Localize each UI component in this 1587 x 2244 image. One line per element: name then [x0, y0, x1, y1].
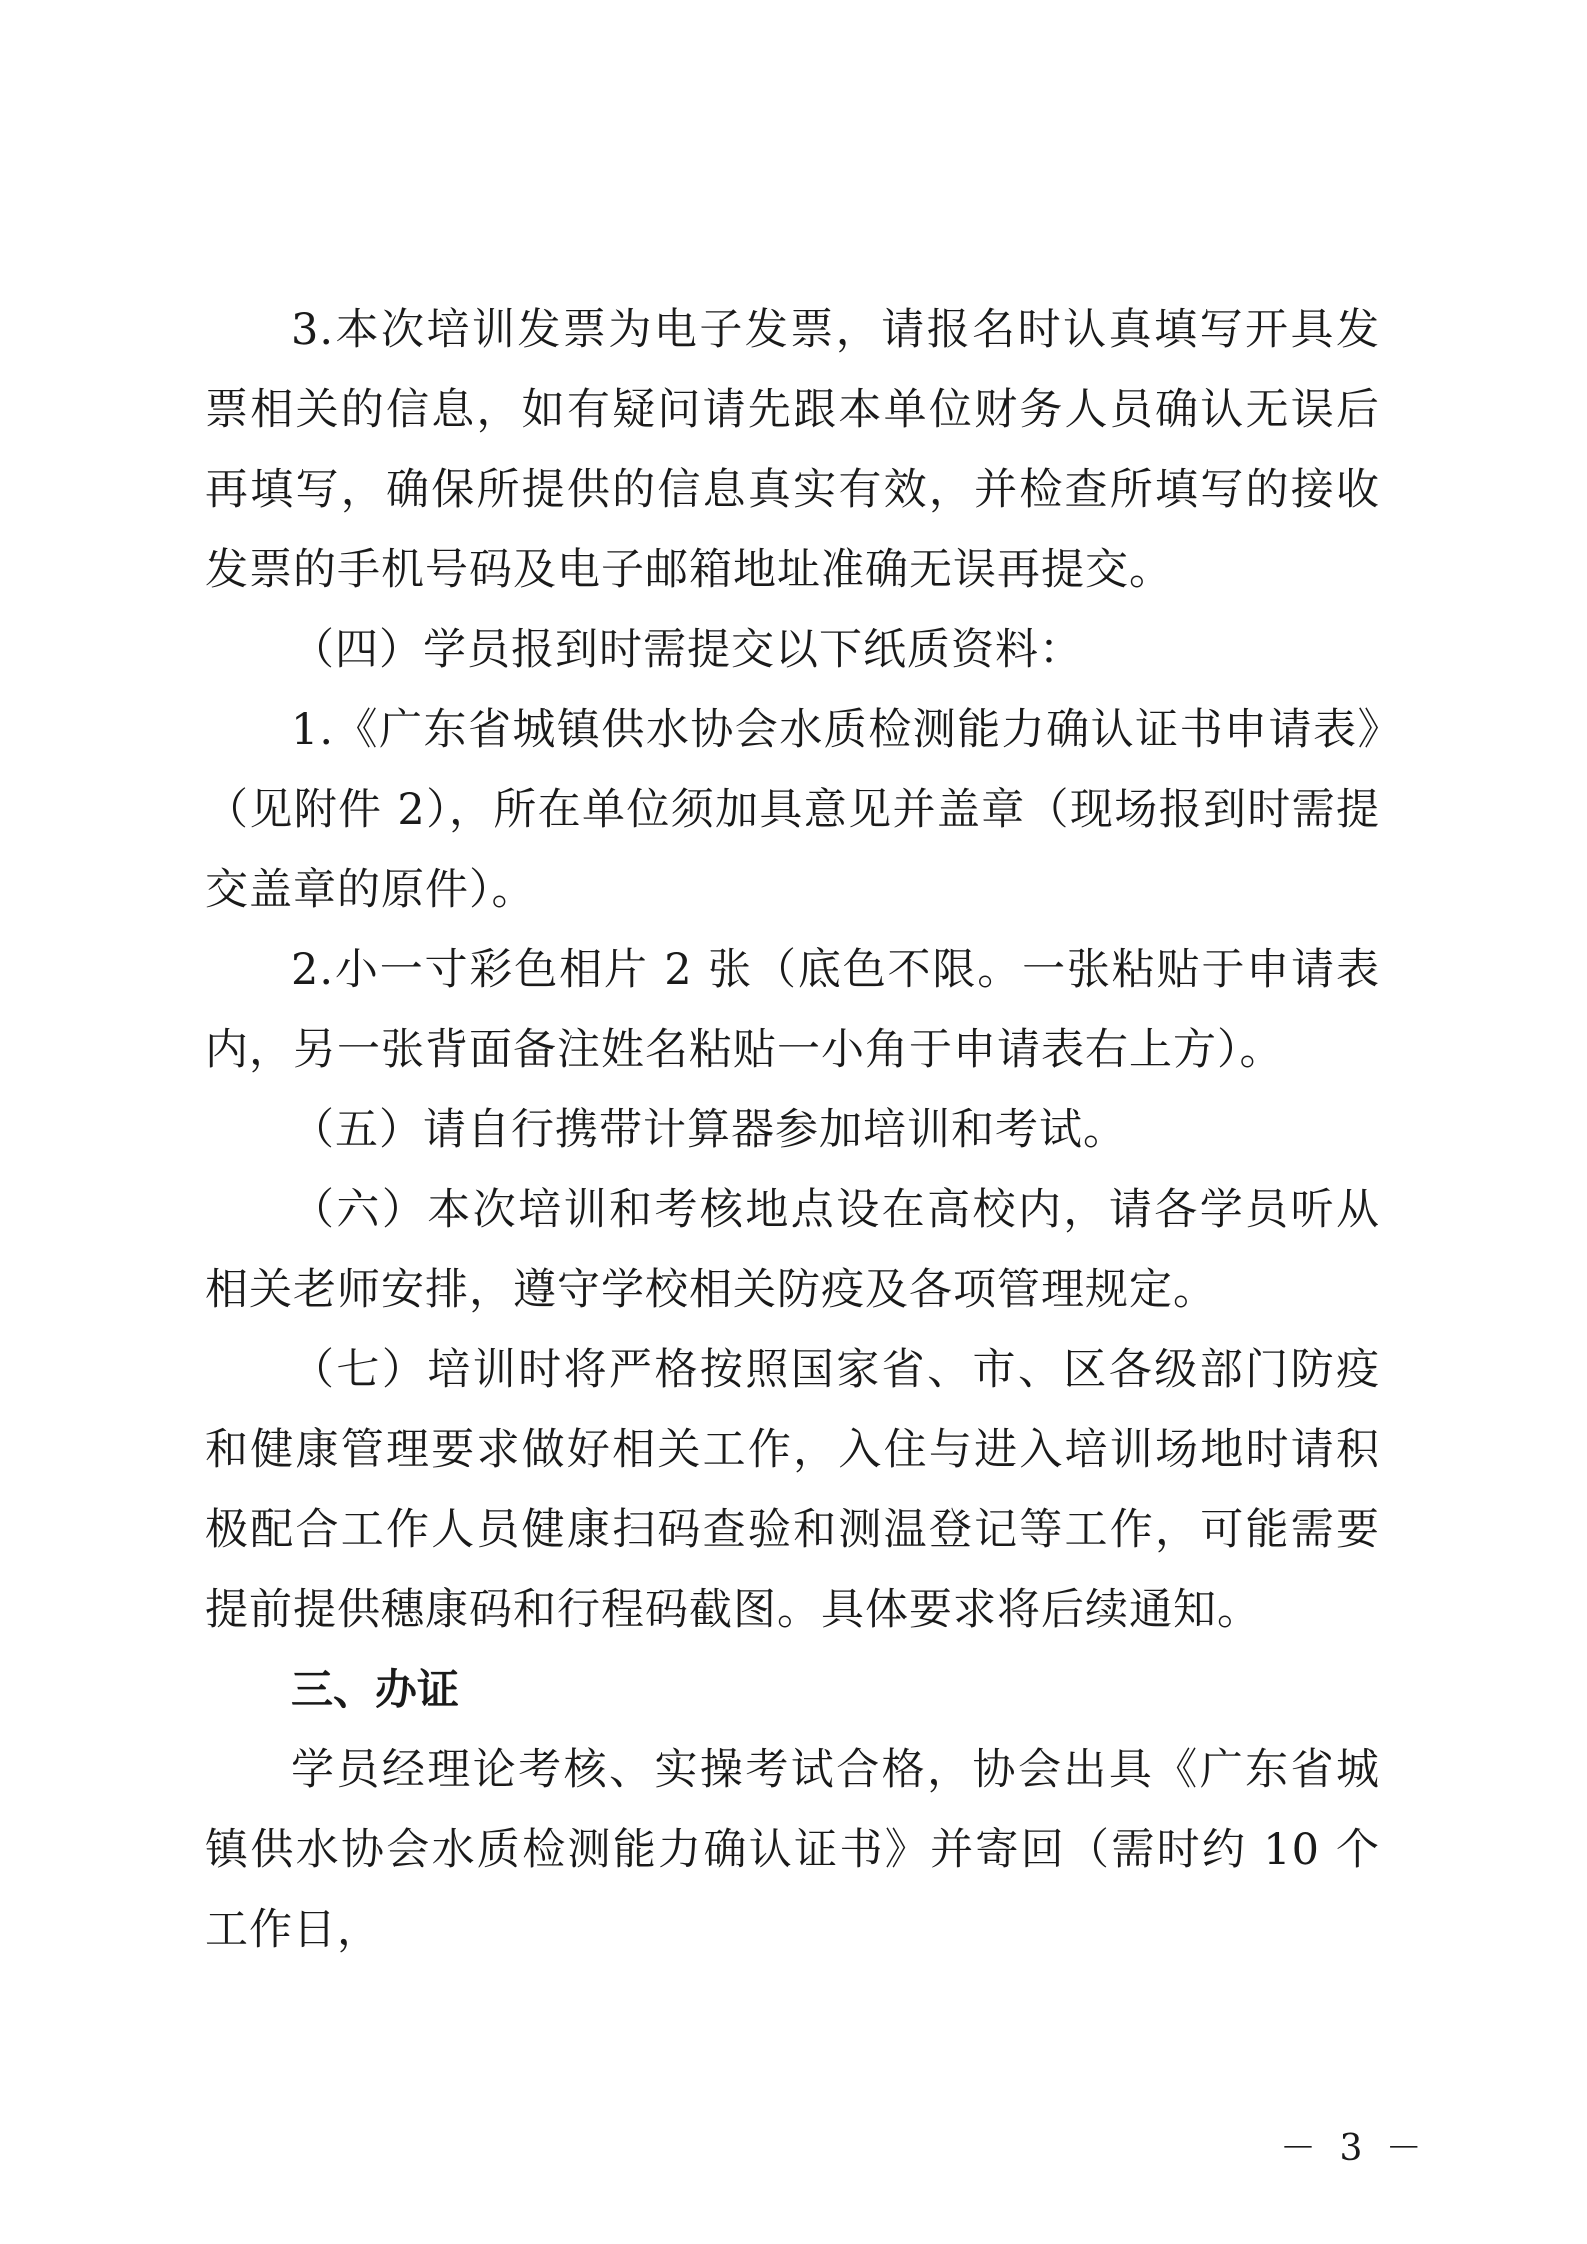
- page-number: － 3 －: [1280, 2128, 1428, 2169]
- paragraph-section-5: （五）请自行携带计算器参加培训和考试。: [291, 1105, 1127, 1155]
- paragraph-certificate: 学员经理论考核、实操考试合格，协会出具《广东省城镇供水协会水质检测能力确认证书》并寄回（需时约 10 个工作日，: [205, 1745, 1380, 1955]
- section-heading: 三、办证: [291, 1665, 460, 1714]
- paragraph-section-7: （七）培训时将严格按照国家省、市、区各级部门防疫和健康管理要求做好相关工作，入住与进入培训场地时请积极配合工作人员健康扫码查验和测温登记等工作，可能需要提前提供穗康码和行程码截图。具体要求将后续通知。: [205, 1345, 1380, 1635]
- document-body: [205, 290, 1380, 1970]
- paragraph-photos: 2.小一寸彩色相片 2 张（底色不限。一张粘贴于申请表内，另一张背面备注姓名粘贴一小角于申请表右上方）。: [205, 945, 1380, 1075]
- paragraph-invoice: 3.本次培训发票为电子发票，请报名时认真填写开具发票相关的信息，如有疑问请先跟本单位财务人员确认无误后再填写，确保所提供的信息真实有效，并检查所填写的接收发票的手机号码及电子邮箱地址准确无误再提交。: [205, 305, 1380, 595]
- paragraph-application-form: 1.《广东省城镇供水协会水质检测能力确认证书申请表》（见附件 2），所在单位须加具意见并盖章（现场报到时需提交盖章的原件）。: [205, 705, 1380, 915]
- paragraph-section-4: （四）学员报到时需提交以下纸质资料：: [291, 625, 1083, 675]
- paragraph-section-6: （六）本次培训和考核地点设在高校内，请各学员听从相关老师安排，遵守学校相关防疫及各项管理规定。: [205, 1185, 1380, 1315]
